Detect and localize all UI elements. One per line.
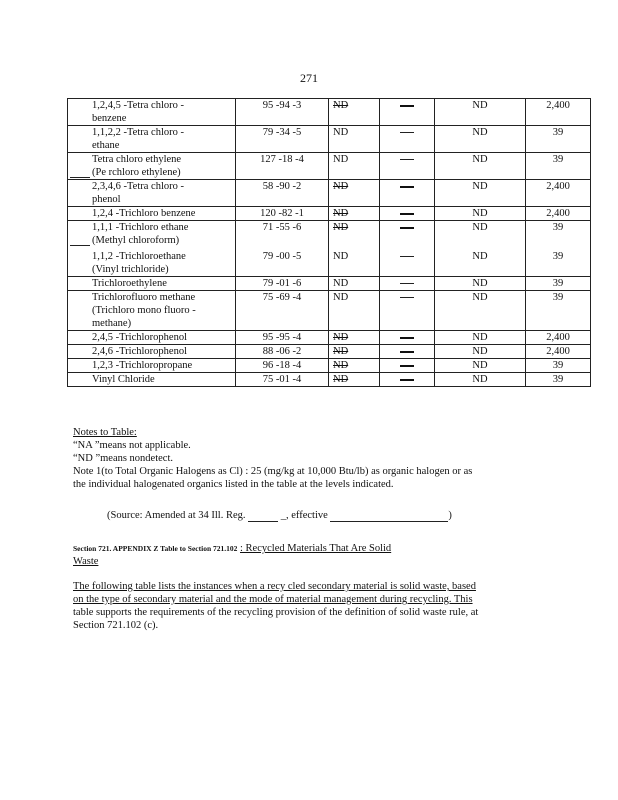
cell-standard-b [380,180,435,207]
spacer [382,234,432,250]
cell-name-line: 1,2,4,5 -Tetra chloro - [92,100,184,111]
cas-value: 75 -01 -4 [262,374,302,385]
paragraph-line-4: Section 721.102 (c). [73,620,159,631]
standard-c-value: ND [472,127,488,138]
notes-heading: Notes to Table: [73,427,137,438]
cell-chemical-name [68,331,236,345]
cell-name-line: Vinyl Chloride [92,374,155,385]
cell-standard-d [526,359,591,373]
cell-name-line: Trichlorofluoro methane [92,292,196,303]
cas-value: 127 -18 -4 [260,154,304,165]
cell-standard-b [380,153,435,180]
cell-name-line: benzene [92,113,127,124]
standard-c-value: ND [472,332,488,343]
cell-standard-b [380,345,435,359]
dash-mark [400,105,414,107]
table-row [68,345,591,359]
dash-mark [400,213,414,215]
table-row [68,359,591,373]
page-number: 271 [300,71,318,85]
cell-cas-number [236,331,329,345]
section-title-line-1: : Recycled Materials That Are Solid [240,543,392,554]
cell-standard-a [329,277,380,291]
dash-mark [400,337,414,339]
cell-chemical-name [68,207,236,221]
dash-mark [400,159,414,160]
cell-chemical-name [68,180,236,207]
note-na: “NA ”means not applicable. [73,440,191,451]
cas-value: 79 -01 -6 [262,278,302,289]
standard-d-value: 2,400 [546,181,570,192]
dash-mark [400,256,414,257]
cell-standard-a [329,153,380,180]
cell-name-line: 2,4,5 -Trichlorophenol [92,332,187,343]
cell-name-line: ethane [92,140,120,151]
cell-standard-b [380,277,435,291]
standard-a-value: ND [333,222,349,233]
cell-standard-a [329,345,380,359]
section-paragraph [73,580,539,632]
cell-standard-a [329,99,380,126]
cell-chemical-name [68,126,236,153]
cell-name-line: 2,3,4,6 -Tetra chloro - [92,181,184,192]
dash-mark [400,365,414,367]
source-suffix: ) [448,510,452,521]
cell-standard-b [380,221,435,277]
table-row [68,277,591,291]
cell-standard-b [380,126,435,153]
cell-standard-d [526,331,591,345]
standard-a-value: ND [333,332,349,343]
cell-standard-a [329,373,380,387]
cell-standard-c [435,99,526,126]
cell-standard-d [526,373,591,387]
cell-standard-a [329,359,380,373]
cell-standard-c [435,221,526,277]
cell-name-line: Tetra chloro ethylene [92,154,182,165]
standard-c-value: ND [472,374,488,385]
cell-standard-b [380,99,435,126]
standard-c-value: ND [472,360,488,371]
standard-a-value: ND [333,360,349,371]
cell-chemical-name [68,373,236,387]
cell-cas-number [236,345,329,359]
cell-chemical-name [68,153,236,180]
cell-chemical-name [68,277,236,291]
cas-value: 120 -82 -1 [260,208,304,219]
cas-value: 96 -18 -4 [262,360,302,371]
spacer [437,234,523,250]
standard-d-value: 39 [552,292,564,303]
cell-standard-a [329,221,380,277]
cell-standard-a [329,207,380,221]
standard-a-value: ND [333,127,349,138]
blank-reg [248,510,278,522]
standard-c-value: ND [472,346,488,357]
standard-c-value: ND [472,292,488,303]
spacer [528,234,588,250]
cell-name-line: 1,2,3 -Trichloropropane [92,360,193,371]
source-note [107,509,452,522]
standard-a-value: ND [333,346,349,357]
cell-standard-c [435,359,526,373]
cell-standard-a [329,291,380,331]
standard-a-value: ND [333,278,349,289]
cell-cas-number [236,180,329,207]
blank-effective [330,510,448,522]
cell-name-line: Trichloroethylene [92,278,167,289]
cas-value: 79 -34 -5 [262,127,302,138]
cas-value: 95 -95 -4 [262,332,302,343]
standard-d-value: 39 [552,251,564,262]
cell-standard-b [380,373,435,387]
cell-standard-b [380,207,435,221]
standard-d-value: 39 [552,222,564,233]
constituents-table [67,98,591,387]
standard-a-value: ND [333,100,349,111]
cas-value: 95 -94 -3 [262,100,302,111]
table-row [68,153,591,180]
cell-name-line: (Methyl chloroform) [92,234,233,247]
standard-d-value: 39 [552,374,564,385]
cell-cas-number [236,221,329,277]
cell-standard-d [526,99,591,126]
cell-name-line: (Vinyl trichloride) [92,264,169,275]
cell-standard-c [435,331,526,345]
note-nd: “ND ”means nondetect. [73,453,174,464]
standard-d-value: 2,400 [546,332,570,343]
cell-standard-c [435,153,526,180]
cell-standard-c [435,207,526,221]
cell-chemical-name [68,345,236,359]
standard-d-value: 39 [552,360,564,371]
cas-value: 75 -69 -4 [262,292,302,303]
table-row [68,373,591,387]
dash-mark [400,227,414,229]
margin-rule [70,177,90,178]
table-row [68,331,591,345]
standard-d-value: 39 [552,278,564,289]
cell-standard-a [329,126,380,153]
paragraph-line-2: on the type of secondary material and the mode of material management during recycling. This [73,594,473,605]
table-row [68,126,591,153]
cell-standard-b [380,291,435,331]
dash-mark [400,351,414,353]
standard-c-value: ND [472,208,488,219]
spacer [238,234,326,250]
standard-c-value: ND [472,100,488,111]
cell-chemical-name [68,359,236,373]
note-1-line-1: Note 1(to Total Organic Halogens as Cl) : 25 (mg/kg at 10,000 Btu/lb) as organic halogen or as [73,466,473,477]
section-label: Section 721. APPENDIX Z Table to Section 721.102 [73,544,238,553]
standard-a-value: ND [333,208,349,219]
table-notes [73,426,543,491]
cell-name-line: 1,1,2,2 -Tetra chloro - [92,127,184,138]
standard-c-value: ND [472,154,488,165]
cell-standard-d [526,291,591,331]
standard-a-value: ND [333,374,349,385]
table-row [68,180,591,207]
standard-d-value: 2,400 [546,346,570,357]
cell-standard-d [526,180,591,207]
cell-name-line: (Pe rchloro ethylene) [92,166,233,179]
cell-cas-number [236,207,329,221]
cell-standard-d [526,126,591,153]
cell-name-line: 2,4,6 -Trichlorophenol [92,346,187,357]
source-prefix: (Source: Amended at 34 Ill. Reg. [107,510,246,521]
dash-mark [400,379,414,381]
cell-standard-a [329,180,380,207]
cell-name-line: phenol [92,194,121,205]
paragraph-line-1: The following table lists the instances when a recy cled secondary material is solid waste, based [73,581,476,592]
cell-chemical-name [68,221,236,277]
standard-d-value: 2,400 [546,100,570,111]
cell-name-line: 1,1,1 -Trichloro ethane [92,222,189,233]
paragraph-line-3: table supports the requirements of the recycling provision of the definition of solid waste rule, at [73,607,479,618]
cell-cas-number [236,291,329,331]
cas-value: 71 -55 -6 [262,222,302,233]
standard-a-value: ND [333,292,349,303]
note-1-line-2: the individual halogenated organics listed in the table at the levels indicated. [73,479,394,490]
table-row [68,291,591,331]
cell-standard-d [526,345,591,359]
standard-d-value: 39 [552,127,564,138]
table-row [68,99,591,126]
cell-cas-number [236,126,329,153]
dash-mark [400,132,414,133]
cell-standard-d [526,153,591,180]
cell-standard-c [435,373,526,387]
cell-standard-d [526,221,591,277]
cell-cas-number [236,359,329,373]
spacer [333,234,377,250]
standard-c-value: ND [472,278,488,289]
dash-mark [400,186,414,188]
cell-name-line: methane) [92,318,132,329]
table-row [68,207,591,221]
cell-standard-a [329,331,380,345]
cell-cas-number [236,99,329,126]
cell-chemical-name [68,291,236,331]
table-row [68,221,591,277]
cell-cas-number [236,153,329,180]
standard-a-value: ND [333,154,349,165]
standard-c-value: ND [472,251,488,262]
standard-a-value: ND [333,251,349,262]
cell-standard-c [435,345,526,359]
standard-c-value: ND [472,222,488,233]
cell-standard-d [526,207,591,221]
standard-d-value: 2,400 [546,208,570,219]
cell-name-line: 1,1,2 -Trichloroethane [92,251,186,262]
cell-name-line: 1,2,4 -Trichloro benzene [92,208,196,219]
section-heading [73,542,543,568]
cell-standard-c [435,180,526,207]
cell-standard-c [435,291,526,331]
section-title-line-2: Waste [73,556,99,567]
cas-value: 58 -90 -2 [262,181,302,192]
standard-d-value: 39 [552,154,564,165]
cell-standard-d [526,277,591,291]
standard-a-value: ND [333,181,349,192]
cell-standard-b [380,331,435,345]
standard-c-value: ND [472,181,488,192]
cell-chemical-name [68,99,236,126]
source-mid: _, effective [280,510,328,521]
dash-mark [400,297,414,298]
cell-name-line: (Trichloro mono fluoro - [92,305,196,316]
margin-rule [70,245,90,246]
cas-value: 88 -06 -2 [262,346,302,357]
cell-standard-b [380,359,435,373]
cell-standard-c [435,277,526,291]
dash-mark [400,283,414,284]
cell-cas-number [236,277,329,291]
cell-standard-c [435,126,526,153]
cas-value: 79 -00 -5 [262,251,302,262]
cell-cas-number [236,373,329,387]
